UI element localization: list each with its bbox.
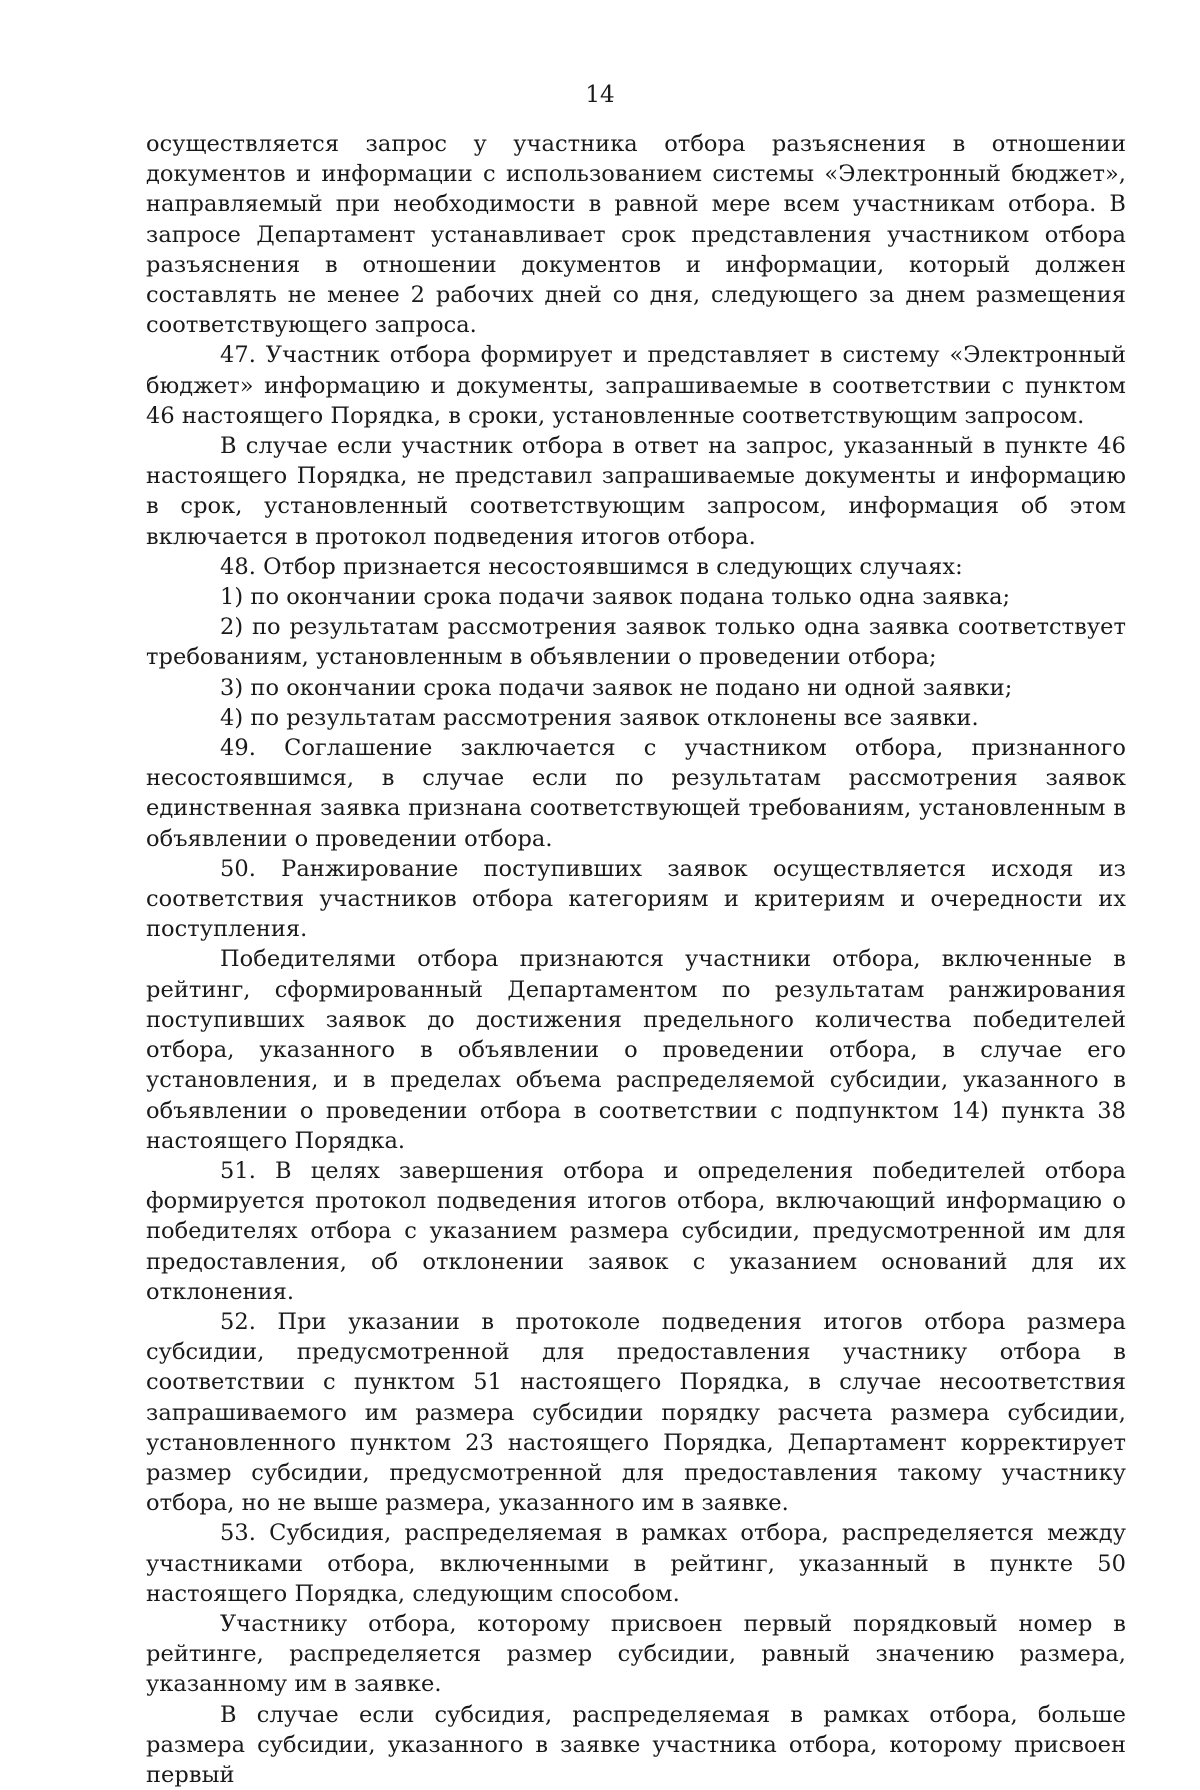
paragraph-46-continuation: осуществляется запрос у участника отбора разъяснения в отношении документов и информации с использованием системы «Электронный бюджет», направляемый при необходимости в равной мере всем участникам отбора. В запросе Департамент устанавливает срок представления участником отбора разъяснения в отношении документов и информации, который должен составлять не менее 2 рабочих дней со дня, следующего за днем размещения соответствующего запроса.	[146, 131, 1126, 339]
document-body	[146, 129, 1126, 1790]
list-item-48-4: 4) по результатам рассмотрения заявок отклонены все заявки.	[220, 704, 979, 731]
paragraph-51: 51. В целях завершения отбора и определения победителей отбора формируется протокол подведения итогов отбора, включающий информацию о победителях отбора с указанием размера субсидии, предусмотренной им для предоставления, об отклонении заявок с указанием оснований для их отклонения.	[146, 1157, 1126, 1305]
paragraph-47: 47. Участник отбора формирует и представляет в систему «Электронный бюджет» информацию и документы, запрашиваемые в соответствии с пунктом 46 настоящего Порядка, в сроки, установленные соответствующим запросом.	[146, 342, 1126, 429]
paragraph-52: 52. При указании в протоколе подведения итогов отбора размера субсидии, предусмотренной для предоставления участнику отбора в соответствии с пунктом 51 настоящего Порядка, в случае несоответствия запрашиваемого им размера субсидии порядку расчета размера субсидии, установленного пунктом 23 настоящего Порядка, Департамент корректирует размер субсидии, предусмотренной для предоставления такому участнику отбора, но не выше размера, указанного им в заявке.	[146, 1308, 1126, 1517]
list-item-48-1: 1) по окончании срока подачи заявок подана только одна заявка;	[220, 584, 1011, 611]
paragraph-50-second: Победителями отбора признаются участники отбора, включенные в рейтинг, сформированный Департаментом по результатам ранжирования поступивших заявок до достижения предельного количества победителей отбора, указанного в объявлении о проведении отбора, в случае его установления, и в пределах объема распределяемой субсидии, указанного в объявлении о проведении отбора в соответствии с подпунктом 14) пункта 38 настоящего Порядка.	[146, 946, 1126, 1154]
paragraph-47-second: В случае если участник отбора в ответ на запрос, указанный в пункте 46 настоящего Порядка, не представил запрашиваемые документы и информацию в срок, установленный соответствующим запросом, информация об этом включается в протокол подведения итогов отбора.	[146, 433, 1126, 550]
paragraph-48: 48. Отбор признается несостоявшимся в следующих случаях:	[220, 553, 963, 580]
paragraph-53-third: В случае если субсидия, распределяемая в рамках отбора, больше размера субсидии, указанного в заявке участника отбора, которому присвоен первый	[146, 1701, 1126, 1788]
list-item-48-2: 2) по результатам рассмотрения заявок только одна заявка соответствует требованиям, установленным в объявлении о проведении отбора;	[146, 614, 1126, 671]
page-number: 14	[585, 82, 615, 108]
paragraph-53-second: Участнику отбора, которому присвоен первый порядковый номер в рейтинге, распределяется размер субсидии, равный значению размера, указанному им в заявке.	[146, 1610, 1126, 1698]
paragraph-50: 50. Ранжирование поступивших заявок осуществляется исходя из соответствия участников отбора категориям и критериям и очередности их поступления.	[146, 855, 1126, 943]
paragraph-49: 49. Соглашение заключается с участником отбора, признанного несостоявшимся, в случае если по результатам рассмотрения заявок единственная заявка признана соответствующей требованиям, установленным в объявлении о проведении отбора.	[146, 735, 1126, 852]
list-item-48-3: 3) по окончании срока подачи заявок не подано ни одной заявки;	[220, 674, 1013, 701]
paragraph-53: 53. Субсидия, распределяемая в рамках отбора, распределяется между участниками отбора, включенными в рейтинг, указанный в пункте 50 настоящего Порядка, следующим способом.	[146, 1520, 1126, 1607]
